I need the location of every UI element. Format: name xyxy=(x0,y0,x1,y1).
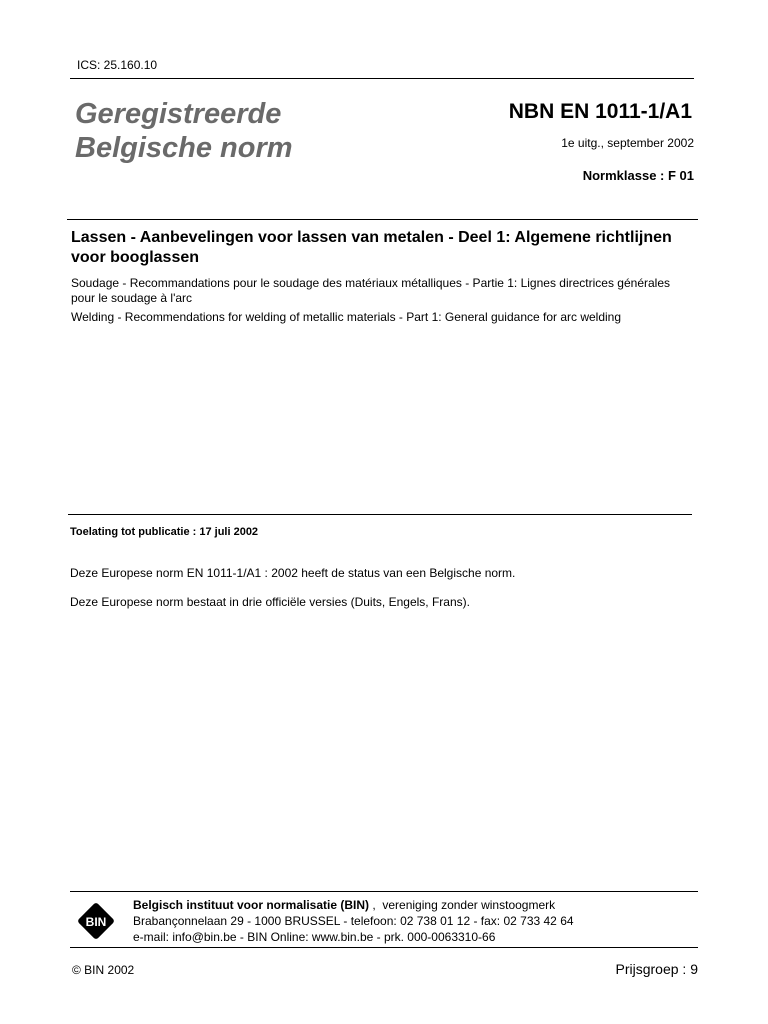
copyright-notice: © BIN 2002 xyxy=(72,963,135,977)
organization-name-line xyxy=(133,897,574,913)
edition-date: 1e uitg., september 2002 xyxy=(561,136,694,150)
ics-code: ICS: 25.160.10 xyxy=(77,58,158,72)
divider xyxy=(70,891,698,892)
organization-info xyxy=(133,897,574,945)
title-line-2: Belgische norm xyxy=(75,132,293,164)
bin-logo-icon xyxy=(75,900,117,942)
versions-statement: Deze Europese norm bestaat in drie officiële versies (Duits, Engels, Frans). xyxy=(70,595,470,609)
divider xyxy=(70,78,694,79)
organization-contact: e-mail: info@bin.be - BIN Online: www.bin.be - prk. 000-0063310-66 xyxy=(133,930,496,944)
divider xyxy=(68,514,692,515)
divider xyxy=(70,947,698,948)
status-statement: Deze Europese norm EN 1011-1/A1 : 2002 heeft de status van een Belgische norm. xyxy=(70,566,516,580)
document-title-french: Soudage - Recommandations pour le soudage des matériaux métalliques - Partie 1: Lignes directrices générales pour le soudage à l'arc xyxy=(71,276,670,305)
divider xyxy=(67,219,698,220)
norm-number: NBN EN 1011-1/A1 xyxy=(508,100,692,123)
publication-approval: Toelating tot publicatie : 17 juli 2002 xyxy=(70,526,259,538)
organization-name: Belgisch instituut voor normalisatie (BIN) xyxy=(133,898,370,912)
norm-class: Normklasse : F 01 xyxy=(582,168,694,183)
document-title-english: Welding - Recommendations for welding of metallic materials - Part 1: General guidance for arc welding xyxy=(71,310,622,324)
registered-norm-title xyxy=(75,97,375,165)
organization-address: Brabançonnelaan 29 - 1000 BRUSSEL - telefoon: 02 738 01 12 - fax: 02 733 42 64 xyxy=(133,914,574,928)
price-group: Prijsgroep : 9 xyxy=(615,961,698,977)
title-line-1: Geregistreerde xyxy=(75,98,282,130)
document-title-dutch: Lassen - Aanbevelingen voor lassen van metalen - Deel 1: Algemene richtlijnen voor booglassen xyxy=(71,229,672,266)
organization-type: , vereniging zonder winstoogmerk xyxy=(369,898,556,912)
logo-text: BIN xyxy=(85,915,107,929)
